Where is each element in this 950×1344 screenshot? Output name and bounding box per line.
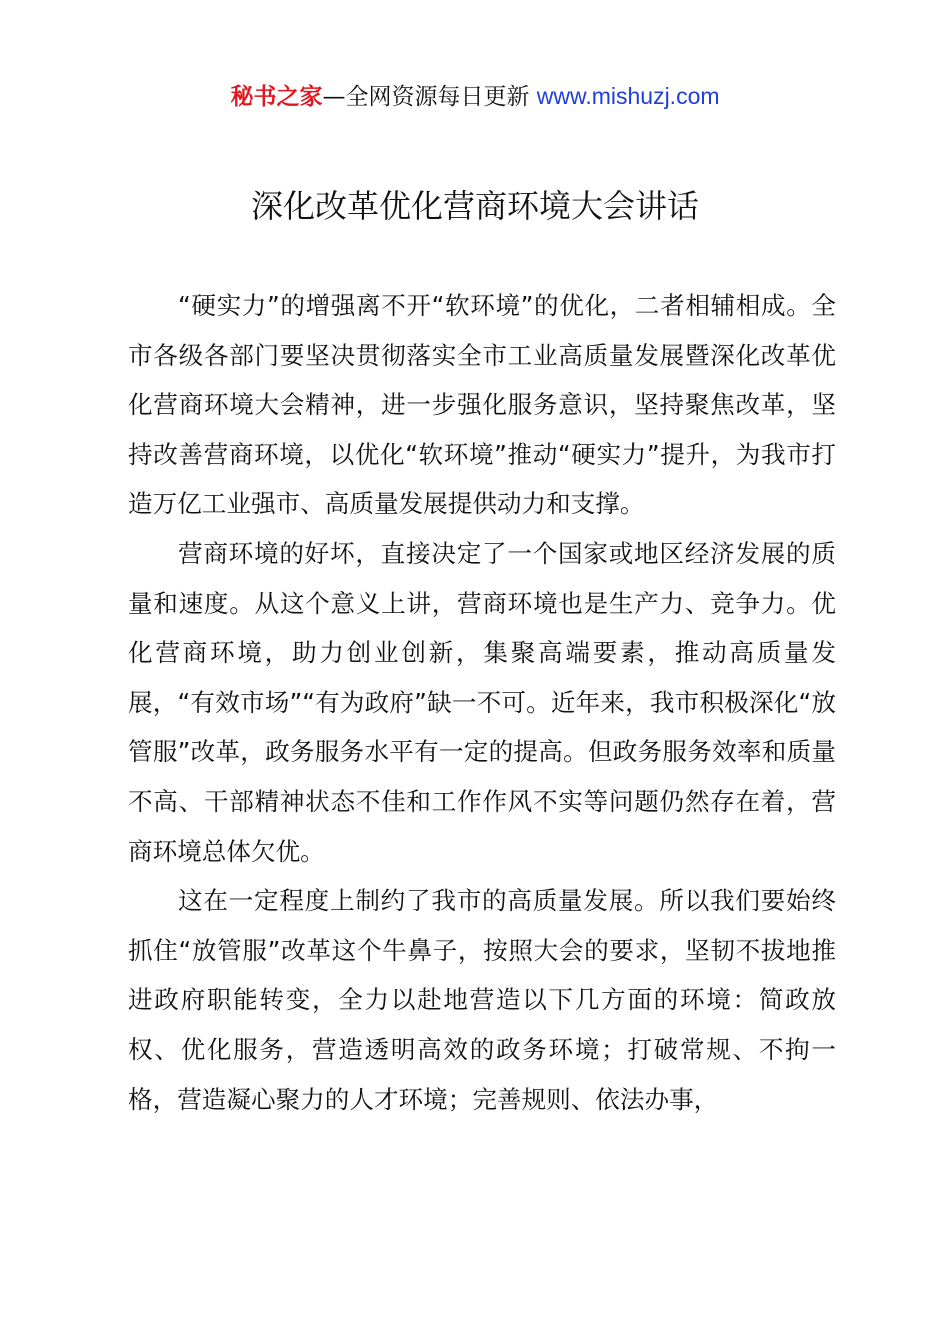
paragraph-1: “硬实力”的增强离不开“软环境”的优化，二者相辅相成。全市各级各部门要坚决贯彻落实全市工业高质量发展暨深化改革优化营商环境大会精神，进一步强化服务意识，坚持聚焦改革，坚持改善营商环境，以优化“软环境”推动“硬实力”提升，为我市打造万亿工业强市、高质量发展提供动力和支撑。 — [128, 291, 836, 519]
site-url-link[interactable]: www.mishuzj.com — [536, 83, 720, 109]
document-body — [128, 281, 836, 1124]
paragraph-2: 营商环境的好坏，直接决定了一个国家或地区经济发展的质量和速度。从这个意义上讲，营商环境也是生产力、竞争力。优化营商环境，助力创业创新，集聚高端要素，推动高质量发展，“有效市场”“有为政府”缺一不可。近年来，我市积极深化“放管服”改革，政务服务水平有一定的提高。但政务服务效率和质量不高、干部精神状态不佳和工作作风不实等问题仍然存在着，营商环境总体欠优。 — [128, 538, 836, 866]
document-title: 深化改革优化营商环境大会讲话 — [250, 187, 699, 225]
header-tagline: —全网资源每日更新 — [322, 84, 537, 110]
site-header — [0, 80, 950, 113]
paragraph-3: 这在一定程度上制约了我市的高质量发展。所以我们要始终抓住“放管服”改革这个牛鼻子，按照大会的要求，坚韧不拔地推进政府职能转变，全力以赴地营造以下几方面的环境：简政放权、优化服务，营造透明高效的政务环境；打破常规、不拘一格，营造凝心聚力的人才环境；完善规则、依法办事， — [128, 886, 836, 1114]
brand-name: 秘书之家 — [230, 84, 323, 110]
